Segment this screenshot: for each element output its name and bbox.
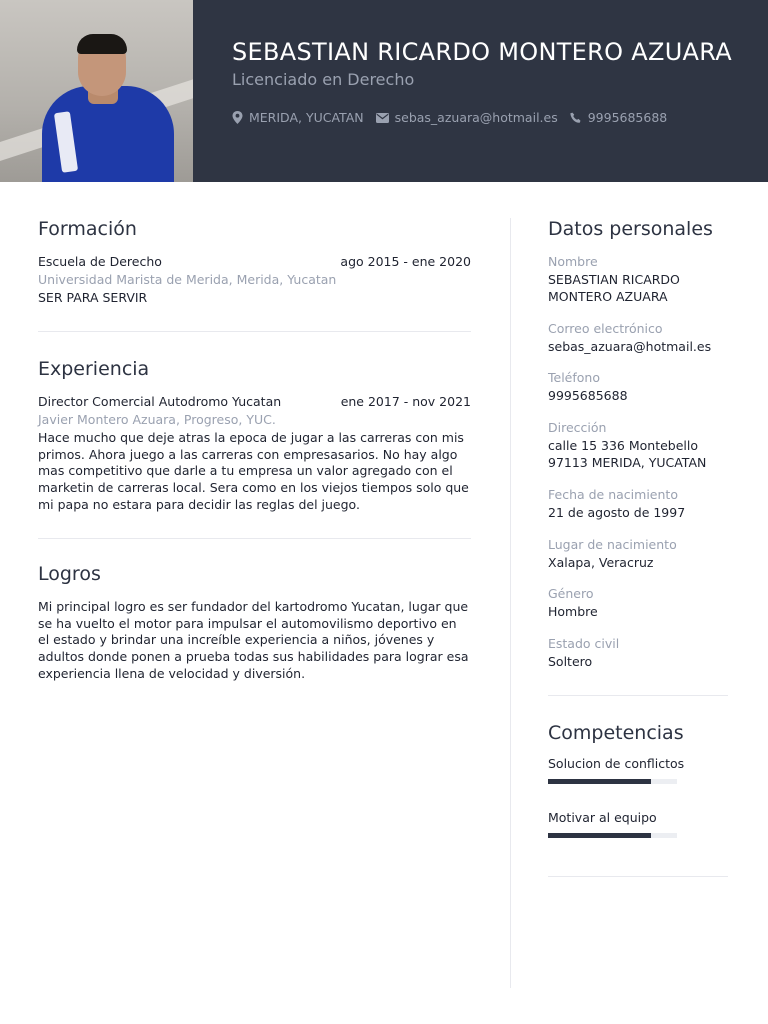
phone-icon xyxy=(570,112,582,124)
entry-employer: Javier Montero Azuara, Progreso, YUC. xyxy=(38,411,276,427)
section-divider xyxy=(38,331,471,332)
entry-description: SER PARA SERVIR xyxy=(38,290,148,305)
experiencia-heading: Experiencia xyxy=(38,357,150,380)
field-label: Fecha de nacimiento xyxy=(548,486,678,502)
logros-heading: Logros xyxy=(38,562,101,585)
datos-field xyxy=(548,537,728,572)
datos-field xyxy=(548,636,728,671)
datos-field xyxy=(548,321,728,356)
entry-institution: Universidad Marista de Merida, Merida, Yucatan xyxy=(38,272,337,287)
competencias-section xyxy=(548,722,728,877)
competencias-heading: Competencias xyxy=(548,721,684,744)
formacion-heading: Formación xyxy=(38,218,137,240)
field-label: Correo electrónico xyxy=(548,320,663,336)
field-label: Género xyxy=(548,586,594,602)
entry-title: Director Comercial Autodromo Yucatan xyxy=(38,393,282,409)
location-pin-icon xyxy=(232,111,243,124)
contact-location xyxy=(232,110,364,125)
skill-item xyxy=(548,810,728,838)
datos-heading: Datos personales xyxy=(548,218,713,240)
job-title: Licenciado en Derecho xyxy=(232,70,415,89)
field-label: Dirección xyxy=(548,420,607,436)
field-value: SEBASTIAN RICARDO MONTERO AZUARA xyxy=(548,272,680,304)
datos-field xyxy=(548,420,728,472)
logros-text: Mi principal logro es ser fundador del kartodromo Yucatan, lugar que se ha vuelto el motor para impulsar el automovilismo deportivo en el estado y brindar una increíble experiencia a niños, jóvenes y adultos donde ponen a prueba todas sus habilidades para lograr esa experiencia llena de velocidad y diversión. xyxy=(38,598,469,681)
skill-item xyxy=(548,756,728,784)
skill-level-bar xyxy=(548,833,677,838)
contact-email[interactable] xyxy=(376,110,558,125)
sidebar-column xyxy=(548,218,728,877)
experiencia-entry xyxy=(38,394,471,514)
formacion-section xyxy=(38,218,471,332)
field-value: 9995685688 xyxy=(548,388,628,404)
field-value: Hombre xyxy=(548,604,598,620)
datos-field xyxy=(548,370,728,405)
datos-fields xyxy=(548,254,728,671)
section-divider xyxy=(38,538,471,539)
field-value: calle 15 336 Montebello 97113 MERIDA, YUCATAN xyxy=(548,438,707,470)
datos-section xyxy=(548,218,728,696)
section-divider xyxy=(548,695,728,696)
logros-section xyxy=(38,563,471,683)
skills-list xyxy=(548,756,728,838)
skill-name: Motivar al equipo xyxy=(548,809,657,825)
field-value: Soltero xyxy=(548,654,593,670)
skill-level-fill xyxy=(548,779,651,784)
field-label: Teléfono xyxy=(548,370,600,386)
location-text: MERIDA, YUCATAN xyxy=(249,110,364,125)
field-label: Lugar de nacimiento xyxy=(548,536,677,552)
main-column xyxy=(38,218,471,683)
entry-dates: ago 2015 - ene 2020 xyxy=(340,254,471,269)
phone-text[interactable]: 9995685688 xyxy=(587,110,668,125)
field-value: 21 de agosto de 1997 xyxy=(548,504,686,520)
datos-field xyxy=(548,586,728,621)
formacion-entry xyxy=(38,254,471,307)
datos-field xyxy=(548,487,728,522)
column-divider xyxy=(510,218,511,988)
profile-photo xyxy=(0,0,193,182)
skill-name: Solucion de conflictos xyxy=(548,755,685,771)
contact-bar xyxy=(232,110,667,125)
section-divider xyxy=(548,876,728,877)
field-label: Estado civil xyxy=(548,636,620,652)
field-value: Xalapa, Veracruz xyxy=(548,554,654,570)
skill-level-bar xyxy=(548,779,677,784)
person-name: SEBASTIAN RICARDO MONTERO AZUARA xyxy=(232,38,732,66)
entry-title: Escuela de Derecho xyxy=(38,254,162,269)
field-value: sebas_azuara@hotmail.es xyxy=(548,338,712,354)
field-label: Nombre xyxy=(548,254,598,269)
datos-field xyxy=(548,254,728,306)
skill-level-fill xyxy=(548,833,651,838)
email-text[interactable]: sebas_azuara@hotmail.es xyxy=(394,110,558,125)
entry-dates: ene 2017 - nov 2021 xyxy=(340,393,471,409)
experiencia-section xyxy=(38,358,471,539)
envelope-icon xyxy=(376,113,389,123)
entry-description: Hace mucho que deje atras la epoca de jugar a las carreras con mis primos. Ahora juego a las carreras con empresasarios. No hay algo mas competitivo que darle a tu empresa un valor agregado con el marketin de carreras local. Sera como en los viejos tiempos solo que mi papa no estara para decidir las reglas del juego. xyxy=(38,429,469,512)
contact-phone[interactable] xyxy=(570,110,668,125)
header-banner xyxy=(0,0,768,182)
